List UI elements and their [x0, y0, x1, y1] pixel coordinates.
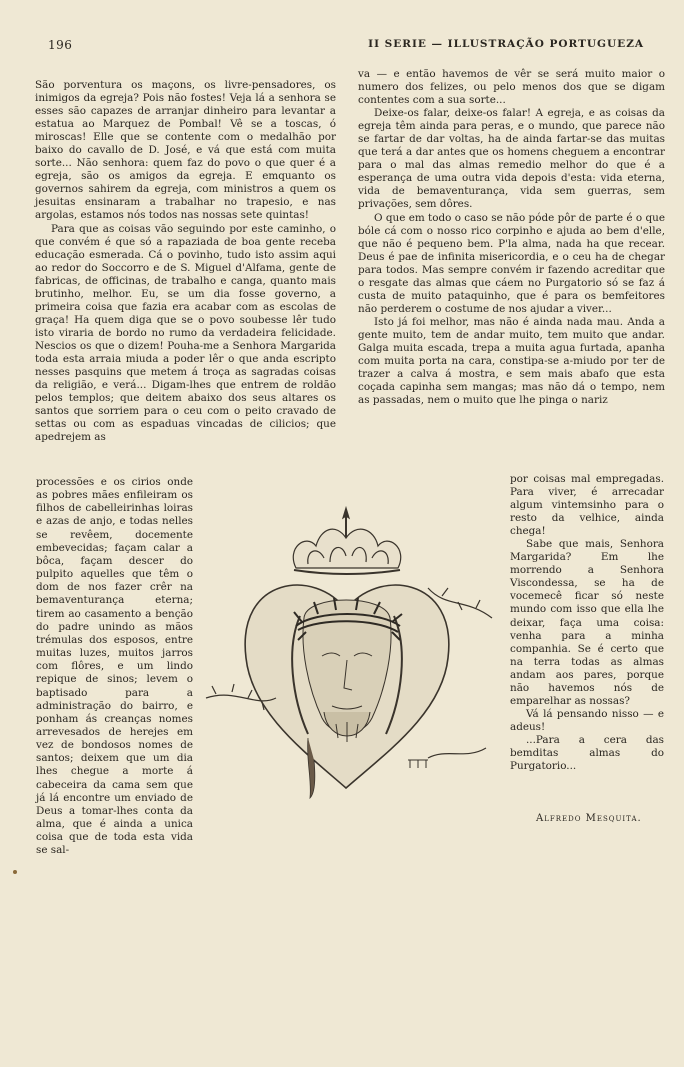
printing-mark	[13, 870, 17, 874]
left-column	[35, 79, 336, 444]
artist-monogram	[408, 760, 428, 768]
paragraph: Vá lá pensando nisso — e adeus!	[510, 707, 664, 733]
paragraph: va — e então havemos de vêr se será muito maior o numero dos felizes, ou pelo menos dos que se digam contentes com a sua sorte...	[358, 68, 665, 107]
paragraph: Deixe-os falar, deixe-os falar! A egreja, e as coisas da egreja têm ainda para peras, e o mundo, que parece não se fartar de dar voltas, ha de ainda fartar-se das muitas que terá a dar antes que os homens cheguem a encontrar para o mal das almas remedio melhor do que é a esperança de uma outra vida depois d'esta: vida eterna, vida de bemaventurança, vida sem guerras, sem privações, sem dôres.	[358, 107, 665, 211]
sacred-heart-illustration	[196, 498, 504, 828]
paragraph: O que em todo o caso se não póde pôr de parte é o que bóle cá com o nosso rico corpinho e ajuda ao bem d'elle, que não é pequeno bem. P'la alma, nada ha que recear. Deus é pae de infinita misericordia, e o ceu ha de chegar para todos. Mas sempre convém ir fazendo acreditar que o resgate das almas que cáem no Purgatorio só se faz á custa de muito pataquinho, que é para os bemfeitores não perderem o costume de nos ajudar a viver...	[358, 211, 665, 315]
author-signature: Alfredo Mesquita.	[536, 813, 642, 824]
paragraph: Sabe que mais, Senhora Margarida? Em lhe morrendo a Senhora Viscondessa, se ha de vocemecê ficar só neste mundo com isso que ella lhe deixar, faça uma coisa: venha para a minha companhia. Se é certo que na terra todas as almas andam aos pares, porque não havemos nós de emparelhar as nossas?	[510, 538, 664, 707]
flames-icon	[293, 508, 400, 574]
left-wrap-text: processões e os cirios onde as pobres mães enfileiram os filhos de cabelleirinhas loiras e azas de anjo, e todas nelles se revêem, docemente embevecidas; façam calar a bôca, façam descer do pulpito aquelles que têm o dom de nos fazer crêr na bemaventurança eterna; tirem ao casamento a benção do padre unindo as mãos trémulas dos esposos, entre muitas luzes, muitos jarros com flôres, e um lindo repique de sinos; levem o baptisado para a administração do bairro, e ponham ás creanças nomes arrevesados de herejes em vez de bondosos nomes de santos; deixem que um dia lhes chegue a morte á cabeceira da cama sem que já lá encontre um enviado de Deus a tomar-lhes conta da alma, que é ainda a unica coisa que de toda esta vida se sal-	[36, 476, 193, 857]
paragraph: São porventura os maçons, os livre-pensadores, os inimigos da egreja? Pois não fostes! Veja lá a senhora se esses são capazes de arranjar dinheiro para levantar a estatua ao Marquez de Pombal! Vê se a toscas, ó miroscas! Elle que se contente com o medalhão por baixo do cavallo de D. José, e vá que está com muita sorte... Não senhora: quem faz do povo o que quer é a egreja, são os amigos da egreja. E emquanto os governos sahirem da egreja, com ministros a quem os jesuitas ensinaram a trabalhar no trapesio, e nas argolas, estamos nós todos nas nossas sete quintas!	[35, 79, 336, 222]
page-number: 196	[48, 38, 73, 52]
right-column	[358, 68, 665, 407]
paragraph: Para que as coisas vão seguindo por este caminho, o que convém é que só a rapaziada de boa gente receba educação esmerada. Cá o povinho, tudo isto assim aqui ao redor do Soccorro e de S. Miguel d'Alfama, gente de fabricas, de officinas, de trabalho e canga, quanto mais brutinho, melhor. Eu, se um dia fosse governo, a primeira coisa que fazia era acabar com as escolas de graça! Ha quem diga que se o povo soubesse lêr tudo isto viraria de bordo no rumo da verdadeira felicidade. Nescios os que o dizem! Pouha-me a Senhora Margarida toda esta arraia miuda a poder lêr o que anda escripto nesses pasquins que metem á troça as sagradas coisas da religião, e verá... Digam-lhes que entrem de roldão pelos templos; que deitem abaixo dos seus altares os santos que sorriem para o ceu com o peito cravado de settas ou com as espaduas vincadas de cilicios; que apedrejem as	[35, 222, 336, 444]
right-wrap-text	[510, 473, 664, 773]
paragraph: Isto já foi melhor, mas não é ainda nada mau. Anda a gente muito, tem de andar muito, tem muito que andar. Galga muita escada, trepa a muita agua furtada, apanha com muita porta na cara, constipa-se a-miudo por ter de trazer a calva á mostra, e sem mais abafo que esta coçada capinha sem mangas; mas não dá o tempo, nem as passadas, nem o muito que lhe pinga o nariz	[358, 315, 665, 407]
paragraph: por coisas mal empregadas. Para viver, é arrecadar algum vintemsinho para o resto da velhice, ainda chega!	[510, 473, 664, 538]
running-head: II SERIE — ILLUSTRAÇÃO PORTUGUEZA	[368, 38, 644, 50]
page-header	[0, 38, 684, 56]
paragraph: ...Para a cera das bemditas almas do Purgatorio...	[510, 733, 664, 773]
